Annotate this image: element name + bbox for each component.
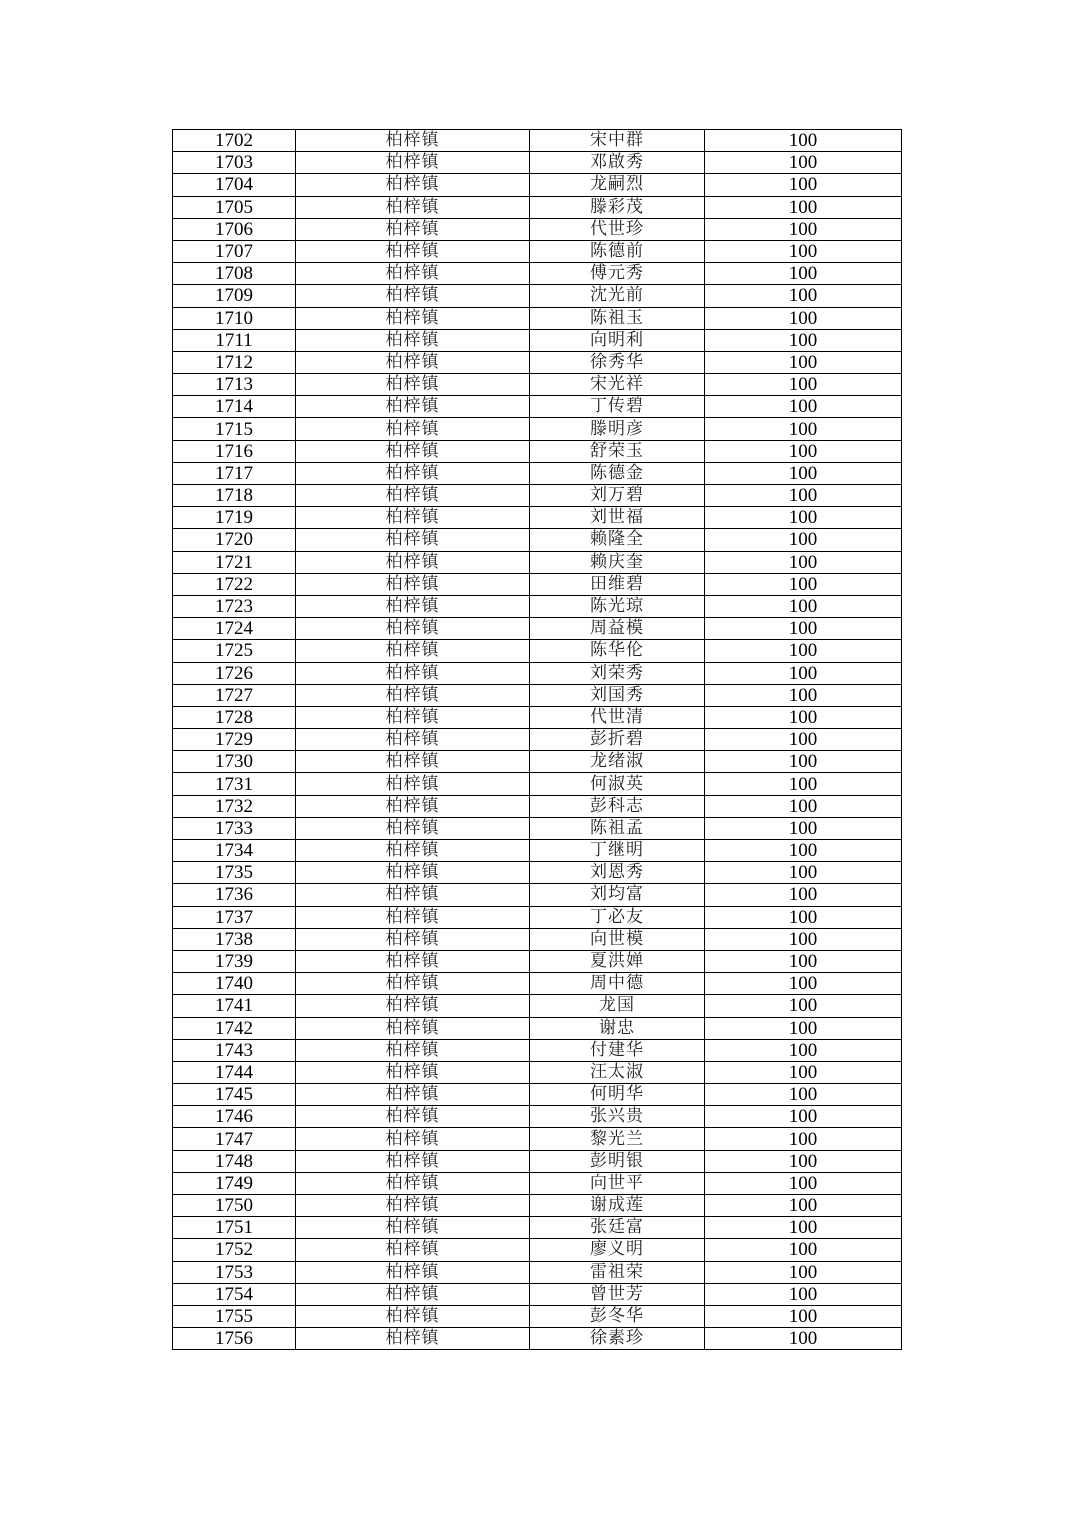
table-row [173,662,902,684]
table-row [173,706,902,728]
amount-cell: 100 [705,1128,902,1150]
town-cell: 柏梓镇 [296,1128,530,1150]
person-name-cell: 刘均富 [530,884,705,906]
town-cell: 柏梓镇 [296,862,530,884]
table-row [173,440,902,462]
town-cell: 柏梓镇 [296,374,530,396]
table-row [173,773,902,795]
person-name-cell: 龙绪淑 [530,751,705,773]
row-number-cell: 1720 [173,529,296,551]
table-row [173,1039,902,1061]
table-row [173,618,902,640]
town-cell: 柏梓镇 [296,1106,530,1128]
person-name-cell: 赖庆奎 [530,551,705,573]
table-row [173,795,902,817]
town-cell: 柏梓镇 [296,1150,530,1172]
town-cell: 柏梓镇 [296,1261,530,1283]
table-row [173,218,902,240]
town-cell: 柏梓镇 [296,485,530,507]
table-row [173,462,902,484]
row-number-cell: 1712 [173,351,296,373]
amount-cell: 100 [705,374,902,396]
person-name-cell: 谢忠 [530,1017,705,1039]
person-name-cell: 彭明银 [530,1150,705,1172]
table-row [173,950,902,972]
town-cell: 柏梓镇 [296,285,530,307]
amount-cell: 100 [705,1106,902,1128]
table-row [173,751,902,773]
row-number-cell: 1729 [173,729,296,751]
row-number-cell: 1743 [173,1039,296,1061]
table-row [173,640,902,662]
amount-cell: 100 [705,618,902,640]
town-cell: 柏梓镇 [296,174,530,196]
row-number-cell: 1756 [173,1328,296,1350]
amount-cell: 100 [705,507,902,529]
town-cell: 柏梓镇 [296,618,530,640]
amount-cell: 100 [705,973,902,995]
town-cell: 柏梓镇 [296,551,530,573]
amount-cell: 100 [705,485,902,507]
row-number-cell: 1752 [173,1239,296,1261]
person-name-cell: 夏洪婵 [530,950,705,972]
person-name-cell: 舒荣玉 [530,440,705,462]
row-number-cell: 1739 [173,950,296,972]
roster-body [173,130,902,1350]
table-row [173,1217,902,1239]
person-name-cell: 彭折碧 [530,729,705,751]
table-row [173,174,902,196]
table-row [173,840,902,862]
person-name-cell: 陈德金 [530,462,705,484]
row-number-cell: 1709 [173,285,296,307]
person-name-cell: 刘荣秀 [530,662,705,684]
row-number-cell: 1715 [173,418,296,440]
person-name-cell: 黎光兰 [530,1128,705,1150]
amount-cell: 100 [705,928,902,950]
amount-cell: 100 [705,1195,902,1217]
row-number-cell: 1727 [173,684,296,706]
person-name-cell: 谢成莲 [530,1195,705,1217]
person-name-cell: 汪太淑 [530,1061,705,1083]
table-row [173,551,902,573]
table-row [173,196,902,218]
table-row [173,884,902,906]
town-cell: 柏梓镇 [296,1195,530,1217]
town-cell: 柏梓镇 [296,507,530,529]
town-cell: 柏梓镇 [296,440,530,462]
table-row [173,1084,902,1106]
town-cell: 柏梓镇 [296,1283,530,1305]
row-number-cell: 1736 [173,884,296,906]
town-cell: 柏梓镇 [296,1217,530,1239]
row-number-cell: 1726 [173,662,296,684]
amount-cell: 100 [705,1017,902,1039]
person-name-cell: 何淑英 [530,773,705,795]
amount-cell: 100 [705,1217,902,1239]
person-name-cell: 陈祖孟 [530,817,705,839]
row-number-cell: 1713 [173,374,296,396]
person-name-cell: 龙国 [530,995,705,1017]
amount-cell: 100 [705,218,902,240]
row-number-cell: 1704 [173,174,296,196]
amount-cell: 100 [705,329,902,351]
person-name-cell: 丁传碧 [530,396,705,418]
amount-cell: 100 [705,884,902,906]
person-name-cell: 刘国秀 [530,684,705,706]
person-name-cell: 田维碧 [530,573,705,595]
person-name-cell: 滕彩茂 [530,196,705,218]
person-name-cell: 赖隆全 [530,529,705,551]
table-row [173,1128,902,1150]
row-number-cell: 1753 [173,1261,296,1283]
row-number-cell: 1728 [173,706,296,728]
amount-cell: 100 [705,551,902,573]
person-name-cell: 彭科志 [530,795,705,817]
person-name-cell: 廖义明 [530,1239,705,1261]
table-row [173,1328,902,1350]
person-name-cell: 陈华伦 [530,640,705,662]
table-row [173,1017,902,1039]
town-cell: 柏梓镇 [296,706,530,728]
table-row [173,973,902,995]
row-number-cell: 1706 [173,218,296,240]
town-cell: 柏梓镇 [296,263,530,285]
amount-cell: 100 [705,995,902,1017]
town-cell: 柏梓镇 [296,529,530,551]
town-cell: 柏梓镇 [296,751,530,773]
person-name-cell: 代世珍 [530,218,705,240]
amount-cell: 100 [705,773,902,795]
table-row [173,396,902,418]
table-row [173,573,902,595]
row-number-cell: 1722 [173,573,296,595]
amount-cell: 100 [705,817,902,839]
row-number-cell: 1721 [173,551,296,573]
table-row [173,1106,902,1128]
town-cell: 柏梓镇 [296,995,530,1017]
amount-cell: 100 [705,152,902,174]
town-cell: 柏梓镇 [296,152,530,174]
table-row [173,307,902,329]
town-cell: 柏梓镇 [296,729,530,751]
person-name-cell: 曾世芳 [530,1283,705,1305]
row-number-cell: 1742 [173,1017,296,1039]
town-cell: 柏梓镇 [296,640,530,662]
town-cell: 柏梓镇 [296,595,530,617]
table-row [173,374,902,396]
table-row [173,263,902,285]
table-row [173,418,902,440]
person-name-cell: 宋中群 [530,130,705,152]
table-row [173,1239,902,1261]
town-cell: 柏梓镇 [296,307,530,329]
person-name-cell: 雷祖荣 [530,1261,705,1283]
amount-cell: 100 [705,950,902,972]
town-cell: 柏梓镇 [296,1172,530,1194]
row-number-cell: 1741 [173,995,296,1017]
table-row [173,1283,902,1305]
row-number-cell: 1733 [173,817,296,839]
amount-cell: 100 [705,706,902,728]
row-number-cell: 1750 [173,1195,296,1217]
amount-cell: 100 [705,1328,902,1350]
town-cell: 柏梓镇 [296,840,530,862]
amount-cell: 100 [705,640,902,662]
amount-cell: 100 [705,662,902,684]
table-row [173,817,902,839]
amount-cell: 100 [705,795,902,817]
row-number-cell: 1731 [173,773,296,795]
person-name-cell: 丁必友 [530,906,705,928]
town-cell: 柏梓镇 [296,240,530,262]
person-name-cell: 邓啟秀 [530,152,705,174]
amount-cell: 100 [705,130,902,152]
person-name-cell: 向世模 [530,928,705,950]
town-cell: 柏梓镇 [296,573,530,595]
person-name-cell: 徐素珍 [530,1328,705,1350]
table-row [173,152,902,174]
amount-cell: 100 [705,573,902,595]
person-name-cell: 彭冬华 [530,1305,705,1327]
town-cell: 柏梓镇 [296,1305,530,1327]
row-number-cell: 1724 [173,618,296,640]
amount-cell: 100 [705,684,902,706]
table-row [173,928,902,950]
row-number-cell: 1751 [173,1217,296,1239]
table-row [173,329,902,351]
town-cell: 柏梓镇 [296,196,530,218]
row-number-cell: 1738 [173,928,296,950]
amount-cell: 100 [705,1172,902,1194]
table-row [173,729,902,751]
amount-cell: 100 [705,285,902,307]
amount-cell: 100 [705,1039,902,1061]
town-cell: 柏梓镇 [296,884,530,906]
amount-cell: 100 [705,440,902,462]
row-number-cell: 1708 [173,263,296,285]
row-number-cell: 1707 [173,240,296,262]
town-cell: 柏梓镇 [296,351,530,373]
table-row [173,507,902,529]
table-row [173,906,902,928]
roster-table [172,129,902,1350]
town-cell: 柏梓镇 [296,973,530,995]
row-number-cell: 1734 [173,840,296,862]
person-name-cell: 宋光祥 [530,374,705,396]
person-name-cell: 丁继明 [530,840,705,862]
amount-cell: 100 [705,906,902,928]
amount-cell: 100 [705,1305,902,1327]
person-name-cell: 傅元秀 [530,263,705,285]
town-cell: 柏梓镇 [296,684,530,706]
row-number-cell: 1744 [173,1061,296,1083]
table-row [173,1195,902,1217]
town-cell: 柏梓镇 [296,329,530,351]
town-cell: 柏梓镇 [296,1328,530,1350]
row-number-cell: 1723 [173,595,296,617]
amount-cell: 100 [705,196,902,218]
table-row [173,684,902,706]
town-cell: 柏梓镇 [296,773,530,795]
person-name-cell: 周益模 [530,618,705,640]
person-name-cell: 沈光前 [530,285,705,307]
table-row [173,1261,902,1283]
table-row [173,240,902,262]
town-cell: 柏梓镇 [296,950,530,972]
table-row [173,529,902,551]
town-cell: 柏梓镇 [296,662,530,684]
row-number-cell: 1755 [173,1305,296,1327]
row-number-cell: 1740 [173,973,296,995]
amount-cell: 100 [705,1150,902,1172]
person-name-cell: 张廷富 [530,1217,705,1239]
amount-cell: 100 [705,351,902,373]
row-number-cell: 1732 [173,795,296,817]
table-row [173,130,902,152]
person-name-cell: 陈光琼 [530,595,705,617]
town-cell: 柏梓镇 [296,928,530,950]
table-row [173,1150,902,1172]
town-cell: 柏梓镇 [296,130,530,152]
town-cell: 柏梓镇 [296,1239,530,1261]
table-row [173,1061,902,1083]
person-name-cell: 何明华 [530,1084,705,1106]
person-name-cell: 向世平 [530,1172,705,1194]
amount-cell: 100 [705,529,902,551]
amount-cell: 100 [705,751,902,773]
town-cell: 柏梓镇 [296,1039,530,1061]
person-name-cell: 徐秀华 [530,351,705,373]
amount-cell: 100 [705,1061,902,1083]
table-row [173,995,902,1017]
row-number-cell: 1702 [173,130,296,152]
person-name-cell: 陈祖玉 [530,307,705,329]
row-number-cell: 1710 [173,307,296,329]
row-number-cell: 1747 [173,1128,296,1150]
amount-cell: 100 [705,174,902,196]
person-name-cell: 滕明彦 [530,418,705,440]
row-number-cell: 1745 [173,1084,296,1106]
table-row [173,1172,902,1194]
town-cell: 柏梓镇 [296,396,530,418]
amount-cell: 100 [705,1283,902,1305]
row-number-cell: 1749 [173,1172,296,1194]
person-name-cell: 刘恩秀 [530,862,705,884]
amount-cell: 100 [705,240,902,262]
table-row [173,485,902,507]
amount-cell: 100 [705,862,902,884]
table-row [173,351,902,373]
amount-cell: 100 [705,1261,902,1283]
row-number-cell: 1718 [173,485,296,507]
amount-cell: 100 [705,263,902,285]
row-number-cell: 1703 [173,152,296,174]
amount-cell: 100 [705,595,902,617]
person-name-cell: 刘万碧 [530,485,705,507]
row-number-cell: 1748 [173,1150,296,1172]
amount-cell: 100 [705,307,902,329]
town-cell: 柏梓镇 [296,795,530,817]
town-cell: 柏梓镇 [296,218,530,240]
amount-cell: 100 [705,462,902,484]
row-number-cell: 1716 [173,440,296,462]
row-number-cell: 1711 [173,329,296,351]
amount-cell: 100 [705,418,902,440]
row-number-cell: 1717 [173,462,296,484]
person-name-cell: 代世清 [530,706,705,728]
amount-cell: 100 [705,729,902,751]
person-name-cell: 付建华 [530,1039,705,1061]
amount-cell: 100 [705,1084,902,1106]
person-name-cell: 陈德前 [530,240,705,262]
row-number-cell: 1746 [173,1106,296,1128]
row-number-cell: 1730 [173,751,296,773]
person-name-cell: 龙嗣烈 [530,174,705,196]
town-cell: 柏梓镇 [296,1017,530,1039]
amount-cell: 100 [705,396,902,418]
row-number-cell: 1737 [173,906,296,928]
person-name-cell: 张兴贵 [530,1106,705,1128]
town-cell: 柏梓镇 [296,418,530,440]
town-cell: 柏梓镇 [296,1084,530,1106]
row-number-cell: 1735 [173,862,296,884]
table-row [173,595,902,617]
row-number-cell: 1719 [173,507,296,529]
town-cell: 柏梓镇 [296,817,530,839]
table-row [173,1305,902,1327]
row-number-cell: 1725 [173,640,296,662]
person-name-cell: 向明利 [530,329,705,351]
town-cell: 柏梓镇 [296,462,530,484]
row-number-cell: 1754 [173,1283,296,1305]
person-name-cell: 周中德 [530,973,705,995]
row-number-cell: 1714 [173,396,296,418]
town-cell: 柏梓镇 [296,1061,530,1083]
town-cell: 柏梓镇 [296,906,530,928]
amount-cell: 100 [705,1239,902,1261]
table-row [173,285,902,307]
person-name-cell: 刘世福 [530,507,705,529]
table-row [173,862,902,884]
amount-cell: 100 [705,840,902,862]
row-number-cell: 1705 [173,196,296,218]
